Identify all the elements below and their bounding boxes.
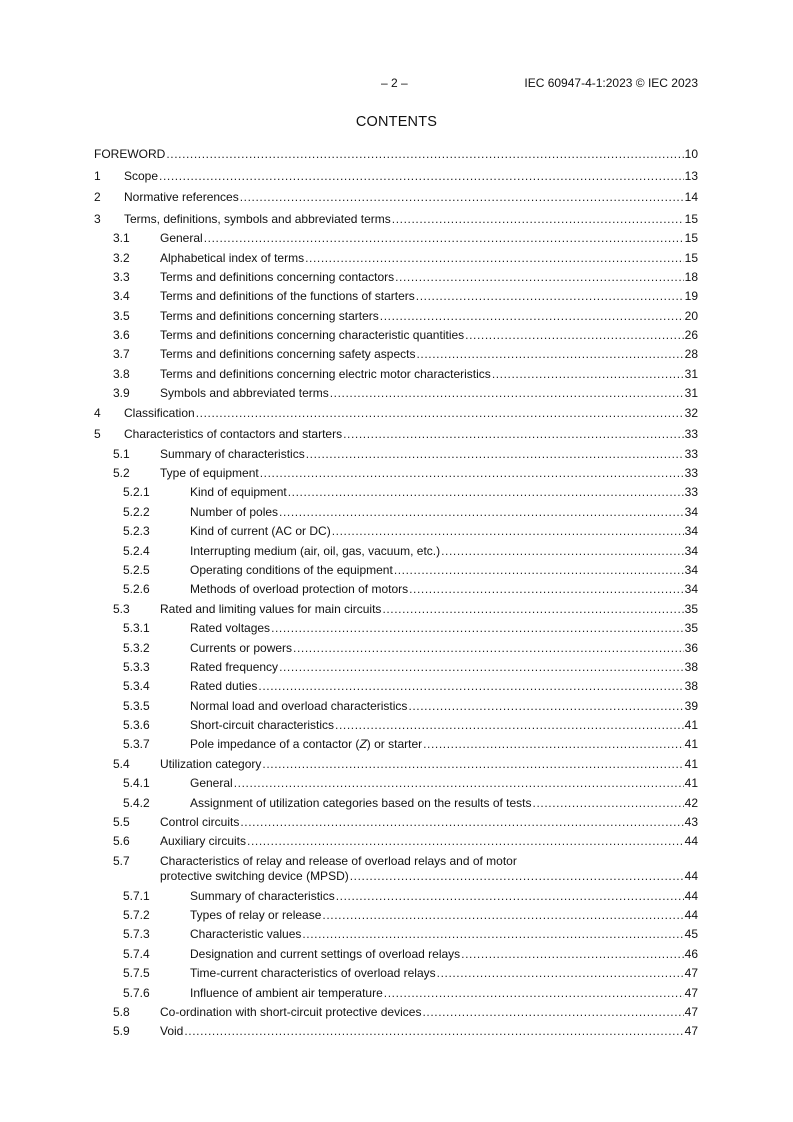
toc-entry-text: Short-circuit characteristics [190, 718, 335, 733]
section-number: 5.7 [113, 853, 130, 868]
toc-page-number: 44 [684, 908, 698, 922]
toc-page-number: 10 [684, 147, 698, 161]
toc-entry-text: Types of relay or release [190, 908, 322, 922]
section-number: 5.3.2 [123, 640, 150, 655]
section-number: 5.2.3 [123, 524, 150, 539]
toc-entry-text: Currents or powers [190, 640, 293, 655]
toc-page-number: 31 [684, 366, 698, 381]
toc-page-number: 34 [684, 543, 698, 558]
leader-dots [461, 945, 683, 964]
toc-entry[interactable] [94, 580, 698, 599]
leader-dots [271, 619, 684, 638]
leader-dots [306, 445, 684, 464]
leader-dots [196, 404, 684, 423]
symbol-z: Z [359, 737, 367, 752]
toc-page-number: 41 [684, 737, 698, 752]
leader-dots [293, 639, 684, 658]
toc-entry[interactable] [94, 345, 698, 364]
section-number: 1 [94, 168, 101, 183]
toc-entry-text: Rated voltages [190, 621, 271, 636]
leader-dots [465, 326, 683, 345]
leader-dots [416, 287, 684, 306]
toc-page-number: 35 [684, 601, 698, 616]
toc-entry[interactable] [94, 755, 698, 774]
toc-entry[interactable] [94, 522, 698, 541]
toc-entry-text: Kind of equipment [190, 485, 287, 500]
section-number: 5.9 [113, 1024, 130, 1039]
toc-entry[interactable] [94, 1022, 698, 1041]
toc-entry-text: protective switching device (MPSD) [160, 869, 349, 884]
section-number: 3.9 [113, 386, 130, 401]
section-number: 5.7.1 [123, 888, 150, 903]
leader-dots [382, 600, 683, 619]
toc-entry[interactable] [94, 464, 698, 483]
toc-entry-text: Pole impedance of a contactor (Z) or starter [190, 737, 423, 752]
toc-entry-text: Auxiliary circuits [160, 834, 247, 849]
toc-entry[interactable] [94, 774, 698, 793]
toc-page-number: 38 [684, 679, 698, 694]
section-number: 5.3.4 [123, 679, 150, 694]
toc-entry[interactable] [94, 619, 698, 638]
toc-entry[interactable] [94, 925, 698, 944]
toc-page-number: 13 [684, 168, 698, 183]
leader-dots [234, 774, 684, 793]
toc-entry-text: Characteristics of contactors and starters [124, 427, 343, 442]
toc-entry[interactable] [94, 639, 698, 658]
section-number: 3.7 [113, 347, 130, 362]
toc-page-number: 36 [684, 640, 698, 655]
standard-reference: IEC 60947-4-1:2023 © IEC 2023 [524, 76, 698, 90]
toc-page-number: 44 [684, 888, 698, 903]
toc-page-number: 18 [684, 269, 698, 284]
section-number: 3.8 [113, 366, 130, 381]
leader-dots [384, 984, 684, 1003]
section-number: 5.3.1 [123, 621, 150, 636]
section-number: 5.3.3 [123, 659, 150, 674]
section-number: 3.6 [113, 328, 130, 343]
section-number: 3.4 [113, 289, 130, 304]
toc-entry[interactable] [94, 249, 698, 268]
leader-dots [330, 384, 684, 403]
toc-page-number: 34 [684, 524, 698, 539]
toc-entry[interactable] [94, 832, 698, 851]
toc-page-number: 31 [684, 386, 698, 401]
toc-entry-text: Utilization category [160, 756, 262, 771]
toc-page-number: 34 [684, 504, 698, 519]
toc-entry-text: Void [160, 1024, 184, 1039]
leader-dots [204, 229, 684, 248]
leader-dots [395, 268, 684, 287]
leader-dots [305, 249, 684, 268]
toc-page-number: 41 [684, 776, 698, 791]
toc-entry-text: Assignment of utilization categories based on the results of tests [190, 795, 532, 810]
section-number: 5.4 [113, 756, 130, 771]
toc-entry-text: Terms and definitions of the functions of starters [160, 289, 415, 304]
section-number: 3.1 [113, 231, 130, 246]
section-number: 5.2.6 [123, 582, 150, 597]
toc-entry[interactable] [94, 425, 698, 444]
leader-dots [394, 561, 684, 580]
toc-entry[interactable] [94, 365, 698, 384]
toc-page-number: 45 [684, 927, 698, 942]
toc-page-number: 47 [684, 966, 698, 981]
leader-dots [159, 167, 684, 186]
leader-dots [416, 345, 683, 364]
section-number: 3.5 [113, 308, 130, 323]
leader-dots [332, 522, 684, 541]
toc-entry[interactable] [94, 229, 698, 248]
toc-entry[interactable] [94, 561, 698, 580]
leader-dots [166, 145, 683, 164]
toc-entry-text: Normative references [124, 190, 239, 205]
toc-entry-text: General [160, 231, 203, 246]
toc-entry[interactable] [94, 716, 698, 735]
toc-page-number: 33 [684, 446, 698, 461]
leader-dots [279, 658, 684, 677]
toc-entry[interactable] [94, 503, 698, 522]
section-number: 2 [94, 190, 101, 205]
section-number: 4 [94, 405, 101, 420]
toc-page-number: 33 [684, 466, 698, 480]
toc-entry[interactable] [94, 658, 698, 677]
toc-entry-text: Designation and current settings of overload relays [190, 946, 461, 961]
section-number: 5.3.5 [123, 698, 150, 713]
section-number: 3.2 [113, 250, 130, 265]
toc-entry[interactable] [94, 794, 698, 813]
leader-dots [279, 503, 684, 522]
toc-page-number: 47 [684, 1024, 698, 1039]
section-number: 5.7.2 [123, 908, 150, 922]
toc-page-number: 41 [684, 718, 698, 733]
toc-entry[interactable] [94, 1003, 698, 1022]
toc-page-number: 19 [684, 289, 698, 304]
toc-entry-text: Summary of characteristics [160, 446, 305, 461]
page-title: CONTENTS [355, 114, 438, 130]
toc-entry-text: Classification [124, 405, 195, 420]
toc-entry-text: Co-ordination with short-circuit protective devices [160, 1004, 422, 1019]
toc-entry-text: Rated duties [190, 679, 258, 694]
toc-entry-text: Number of poles [190, 504, 279, 519]
section-number: 5.6 [113, 834, 130, 849]
leader-dots [392, 210, 684, 229]
toc-entry[interactable] [94, 887, 698, 906]
toc-entry-text: Rated frequency [190, 659, 279, 674]
toc-entry[interactable] [94, 188, 698, 207]
toc-page-number: 42 [684, 795, 698, 810]
leader-dots [288, 483, 684, 502]
leader-dots [258, 677, 683, 696]
toc-page-number: 44 [684, 869, 698, 884]
leader-dots [322, 906, 683, 925]
leader-dots [492, 365, 684, 384]
toc-entry-text: Influence of ambient air temperature [190, 985, 383, 1000]
toc-page-number: 44 [684, 834, 698, 849]
toc-page-number: 43 [684, 815, 698, 830]
toc-page-number: 15 [684, 211, 698, 226]
toc-entry-text: Rated and limiting values for main circuits [160, 601, 382, 616]
toc-entry-text-line1: Characteristics of relay and release of overload relays and of motor [160, 853, 517, 868]
toc-page-number: 34 [684, 562, 698, 577]
leader-dots [343, 425, 684, 444]
toc-page-number: 46 [684, 946, 698, 961]
toc-entry[interactable] [94, 964, 698, 983]
toc-page-number: 15 [684, 250, 698, 265]
toc-entry-text: Operating conditions of the equipment [190, 562, 393, 577]
toc-entry-text: FOREWORD [94, 147, 166, 161]
leader-dots [260, 464, 684, 483]
leader-dots [247, 832, 684, 851]
leader-dots [336, 887, 684, 906]
leader-dots [184, 1022, 683, 1041]
leader-dots [437, 964, 684, 983]
section-number: 5.2.4 [123, 543, 150, 558]
toc-entry[interactable] [94, 542, 698, 561]
toc-entry[interactable] [94, 445, 698, 464]
toc-entry-text: Characteristic values [190, 927, 302, 942]
toc-page-number: 39 [684, 698, 698, 713]
leader-dots [350, 867, 684, 886]
leader-dots [302, 925, 683, 944]
section-number: 5.3.7 [123, 737, 150, 752]
section-number: 5.2 [113, 466, 130, 480]
toc-entry[interactable] [94, 404, 698, 423]
section-number: 3 [94, 211, 101, 226]
toc-entry[interactable] [94, 307, 698, 326]
leader-dots [262, 755, 683, 774]
section-number: 5.7.6 [123, 985, 150, 1000]
leader-dots [408, 697, 683, 716]
toc-page-number: 33 [684, 485, 698, 500]
section-number: 5.1 [113, 446, 130, 461]
toc-entry-text: Interrupting medium (air, oil, gas, vacuum, etc.) [190, 543, 441, 558]
toc-entry[interactable] [94, 852, 698, 887]
toc-entry[interactable] [94, 813, 698, 832]
toc-page-number: 35 [684, 621, 698, 636]
toc-entry-text: Symbols and abbreviated terms [160, 386, 329, 401]
page-header [0, 76, 793, 92]
toc-page-number: 20 [684, 308, 698, 323]
section-number: 3.3 [113, 269, 130, 284]
toc-entry-text: Summary of characteristics [190, 888, 335, 903]
section-number: 5.2.5 [123, 562, 150, 577]
toc-entry[interactable] [94, 945, 698, 964]
toc-entry-text: Type of equipment [160, 466, 259, 480]
toc-entry[interactable] [94, 600, 698, 619]
section-number: 5.7.3 [123, 927, 150, 942]
toc-page-number: 15 [684, 231, 698, 246]
toc-entry-text: Terms and definitions concerning safety aspects [160, 347, 416, 362]
toc-entry[interactable] [94, 677, 698, 696]
section-number: 5.5 [113, 815, 130, 830]
toc-page-number: 47 [684, 1004, 698, 1019]
section-number: 5.4.1 [123, 776, 150, 791]
toc-entry-text: Terms, definitions, symbols and abbreviated terms [124, 211, 391, 226]
toc-entry-text: Normal load and overload characteristics [190, 698, 408, 713]
leader-dots [423, 735, 684, 754]
toc-entry-text: Methods of overload protection of motors [190, 582, 409, 597]
toc-entry[interactable] [94, 268, 698, 287]
toc-entry-text: Kind of current (AC or DC) [190, 524, 331, 539]
toc-entry-text: Terms and definitions concerning contactors [160, 269, 395, 284]
section-number: 5.4.2 [123, 795, 150, 810]
toc-page-number: 38 [684, 659, 698, 674]
leader-dots [441, 542, 684, 561]
toc-entry-text: Control circuits [160, 815, 240, 830]
toc-page-number: 41 [684, 756, 698, 771]
toc-entry-foreword[interactable] [94, 145, 698, 164]
toc-page-number: 26 [684, 328, 698, 343]
toc-entry-text: General [190, 776, 233, 791]
section-number: 5.3.6 [123, 718, 150, 733]
toc-page-number: 47 [684, 985, 698, 1000]
toc-page-number: 28 [684, 347, 698, 362]
toc-entry[interactable] [94, 384, 698, 403]
section-number: 5 [94, 427, 101, 442]
toc-entry[interactable] [94, 326, 698, 345]
toc-entry[interactable] [94, 210, 698, 229]
section-number: 5.2.1 [123, 485, 150, 500]
toc-entry-text: Alphabetical index of terms [160, 250, 305, 265]
toc-entry[interactable] [94, 697, 698, 716]
toc-entry-text: Terms and definitions concerning characteristic quantities [160, 328, 465, 343]
leader-dots [335, 716, 684, 735]
toc-entry-text: Scope [124, 168, 159, 183]
toc-entry-text: Terms and definitions concerning electric motor characteristics [160, 366, 491, 381]
leader-dots [533, 794, 684, 813]
toc-entry[interactable] [94, 287, 698, 306]
toc-page-number: 32 [684, 405, 698, 420]
page-number: – 2 – [381, 76, 408, 90]
table-of-contents [94, 145, 698, 1042]
toc-entry[interactable] [94, 735, 698, 754]
leader-dots [380, 307, 684, 326]
toc-entry[interactable] [94, 167, 698, 186]
leader-dots [240, 813, 683, 832]
toc-entry-text: Terms and definitions concerning starters [160, 308, 379, 323]
toc-entry-text: Time-current characteristics of overload relays [190, 966, 436, 981]
toc-page-number: 34 [684, 582, 698, 597]
leader-dots [422, 1003, 683, 1022]
toc-entry[interactable] [94, 483, 698, 502]
section-number: 5.3 [113, 601, 130, 616]
toc-entry[interactable] [94, 984, 698, 1003]
section-number: 5.2.2 [123, 504, 150, 519]
toc-entry[interactable] [94, 906, 698, 925]
section-number: 5.7.4 [123, 946, 150, 961]
toc-page-number: 14 [684, 190, 698, 205]
toc-page-number: 33 [684, 427, 698, 442]
section-number: 5.7.5 [123, 966, 150, 981]
section-number: 5.8 [113, 1004, 130, 1019]
leader-dots [240, 188, 684, 207]
leader-dots [409, 580, 684, 599]
